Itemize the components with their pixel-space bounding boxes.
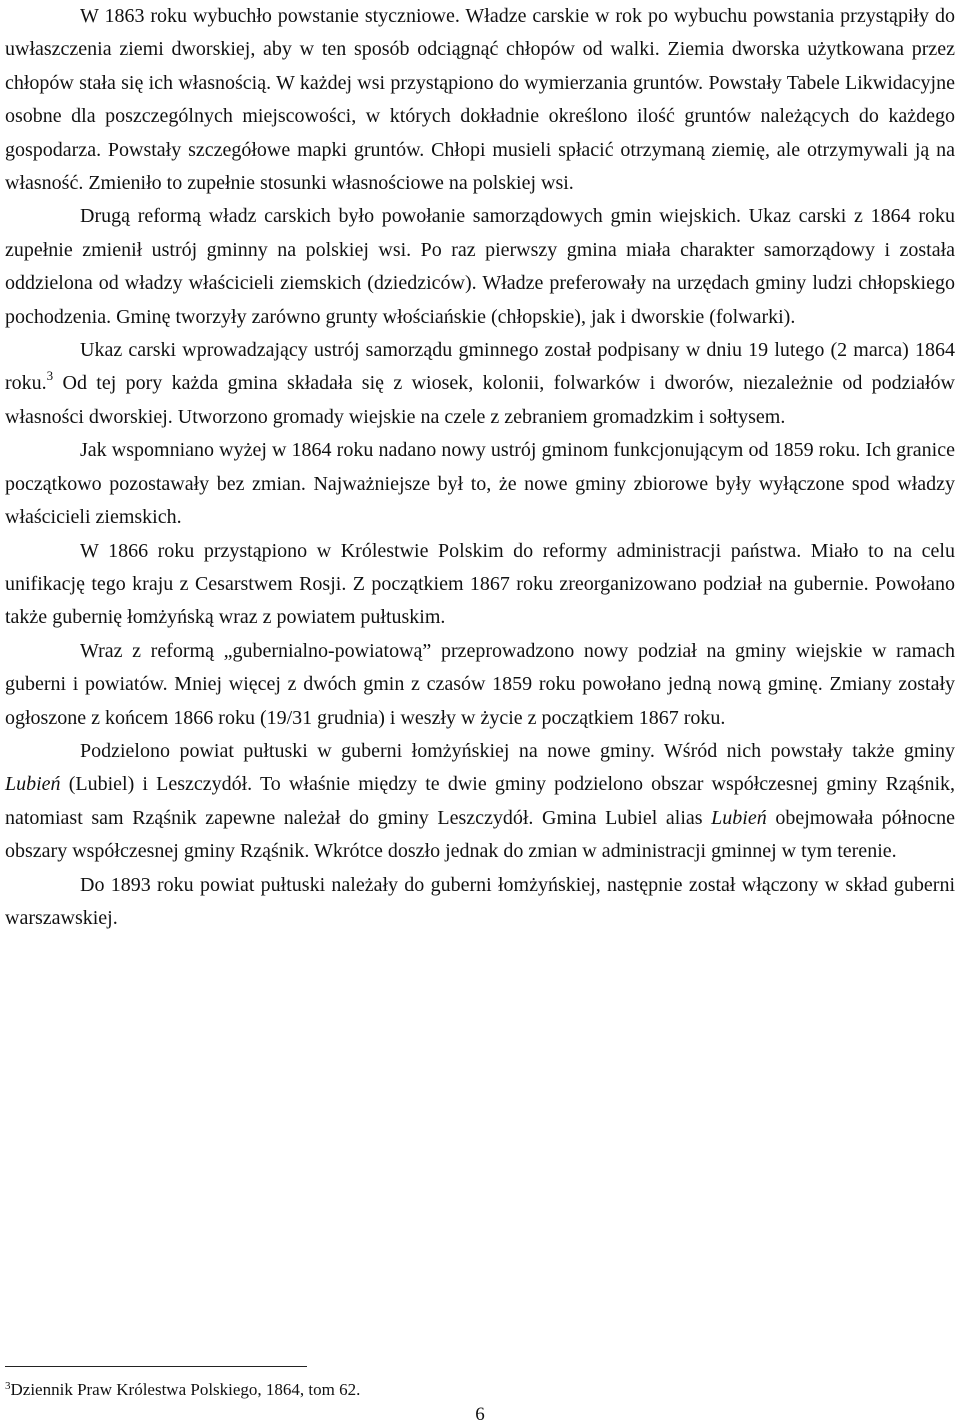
paragraph-7-part-2: (Lubiel) i Leszczydół. To właśnie między te dwie gminy podzielono obszar współczesnej gminy Rząśnik, natomiast sam Rząśnik zapewne należał do gminy Leszczydół. Gmina Lubiel alias (5, 773, 955, 829)
paragraph-7-part-1: Podzielono powiat pułtuski w guberni łomżyńskiej na nowe gminy. Wśród nich powstały także gminy (80, 739, 955, 762)
footnote (5, 1380, 360, 1400)
paragraph-8 (5, 869, 955, 936)
footnote-reference[interactable]: 3 (46, 368, 54, 384)
document-body (5, 0, 955, 935)
paragraph-5-text: W 1866 roku przystąpiono w Królestwie Polskim do reformy administracji państwa. Miało to na celu unifikację tego kraju z Cesarstwem Rosji. Z początkiem 1867 roku zreorganizowano podział na gubernie. Powołano także gubernię łomżyńską wraz z powiatem pułtuskim. (5, 539, 955, 629)
paragraph-8-text: Do 1893 roku powiat pułtuski należały do guberni łomżyńskiej, następnie został włączony w skład guberni warszawskiej. (5, 873, 955, 929)
paragraph-6 (5, 635, 955, 735)
paragraph-3-text-before: Ukaz carski wprowadzający ustrój samorządu gminnego został podpisany w dniu 19 lutego (2 marca) 1864 roku. (5, 339, 955, 395)
paragraph-7-part-3: obejmowała północne obszary współczesnej gminy Rząśnik. Wkrótce doszło jednak do zmian w administracji gminnej w tym terenie. (5, 806, 955, 863)
paragraph-7-italic-1: Lubień (5, 773, 61, 796)
footnote-number: 3 (5, 1380, 11, 1392)
paragraph-4-text: Jak wspomniano wyżej w 1864 roku nadano nowy ustrój gminom funkcjonującym od 1859 roku. Ich granice początkowo pozostawały bez zmian. Najważniejsze był to, że nowe gminy zbiorowe były wyłączone spod władzy właścicieli ziemskich. (5, 439, 955, 529)
paragraph-3-text-after: Od tej pory każda gmina składała się z wiosek, kolonii, folwarków i dworów, niezależnie od podziałów własności dworskiej. Utworzono gromady wiejskie na czele z zebraniem gromadzkim i sołtysem. (5, 372, 955, 428)
paragraph-3 (5, 334, 955, 434)
paragraph-6-text: Wraz z reformą „gubernialno-powiatową” przeprowadzono nowy podział na gminy wiejskie w ramach guberni i powiatów. Mniej więcej z dwóch gmin z czasów 1859 roku powołano jedną nową gminę. Zmiany zostały ogłoszone z końcem 1866 roku (19/31 grudnia) i weszły w życie z początkiem 1867 roku. (5, 639, 955, 729)
paragraph-1 (5, 0, 955, 200)
paragraph-5 (5, 535, 955, 635)
paragraph-1-text: W 1863 roku wybuchło powstanie styczniowe. Władze carskie w rok po wybuchu powstania przystąpiły do uwłaszczenia ziemi dworskiej, aby w ten sposób odciągnąć chłopów od walki. Ziemia dworska użytkowana przez chłopów stała się ich własnością. W każdej wsi przystąpiono do wymierzania gruntów. Powstały Tabele Likwidacyjne osobne dla poszczególnych miejscowości, w których dokładnie określono ilość gruntów należących do każdego gospodarza. Powstały szczegółowe mapki gruntów. Chłopi musieli spłacić otrzymaną ziemię, ale otrzymywali ją na własność. Zmieniło to zupełnie stosunki własnościowe na polskiej wsi. (5, 5, 955, 195)
footnote-text: Dziennik Praw Królestwa Polskiego, 1864, tom 62. (10, 1380, 361, 1399)
paragraph-2-text: Drugą reformą władz carskich było powołanie samorządowych gmin wiejskich. Ukaz carski z 1864 roku zupełnie zmienił ustrój gminny na polskiej wsi. Po raz pierwszy gmina miała charakter samorządowy i została oddzielona od władzy właścicieli ziemskich (dziedziców). Władze preferowały na urzędach gminy ludzi chłopskiego pochodzenia. Gminę tworzyły zarówno grunty włościańskie (chłopskie), jak i dworskie (folwarki). (5, 205, 955, 328)
paragraph-7 (5, 735, 955, 869)
footnote-separator (5, 1366, 307, 1367)
page-number: 6 (475, 1404, 485, 1425)
paragraph-7-italic-2: Lubień (711, 806, 767, 829)
paragraph-4 (5, 434, 955, 534)
paragraph-2 (5, 200, 955, 334)
